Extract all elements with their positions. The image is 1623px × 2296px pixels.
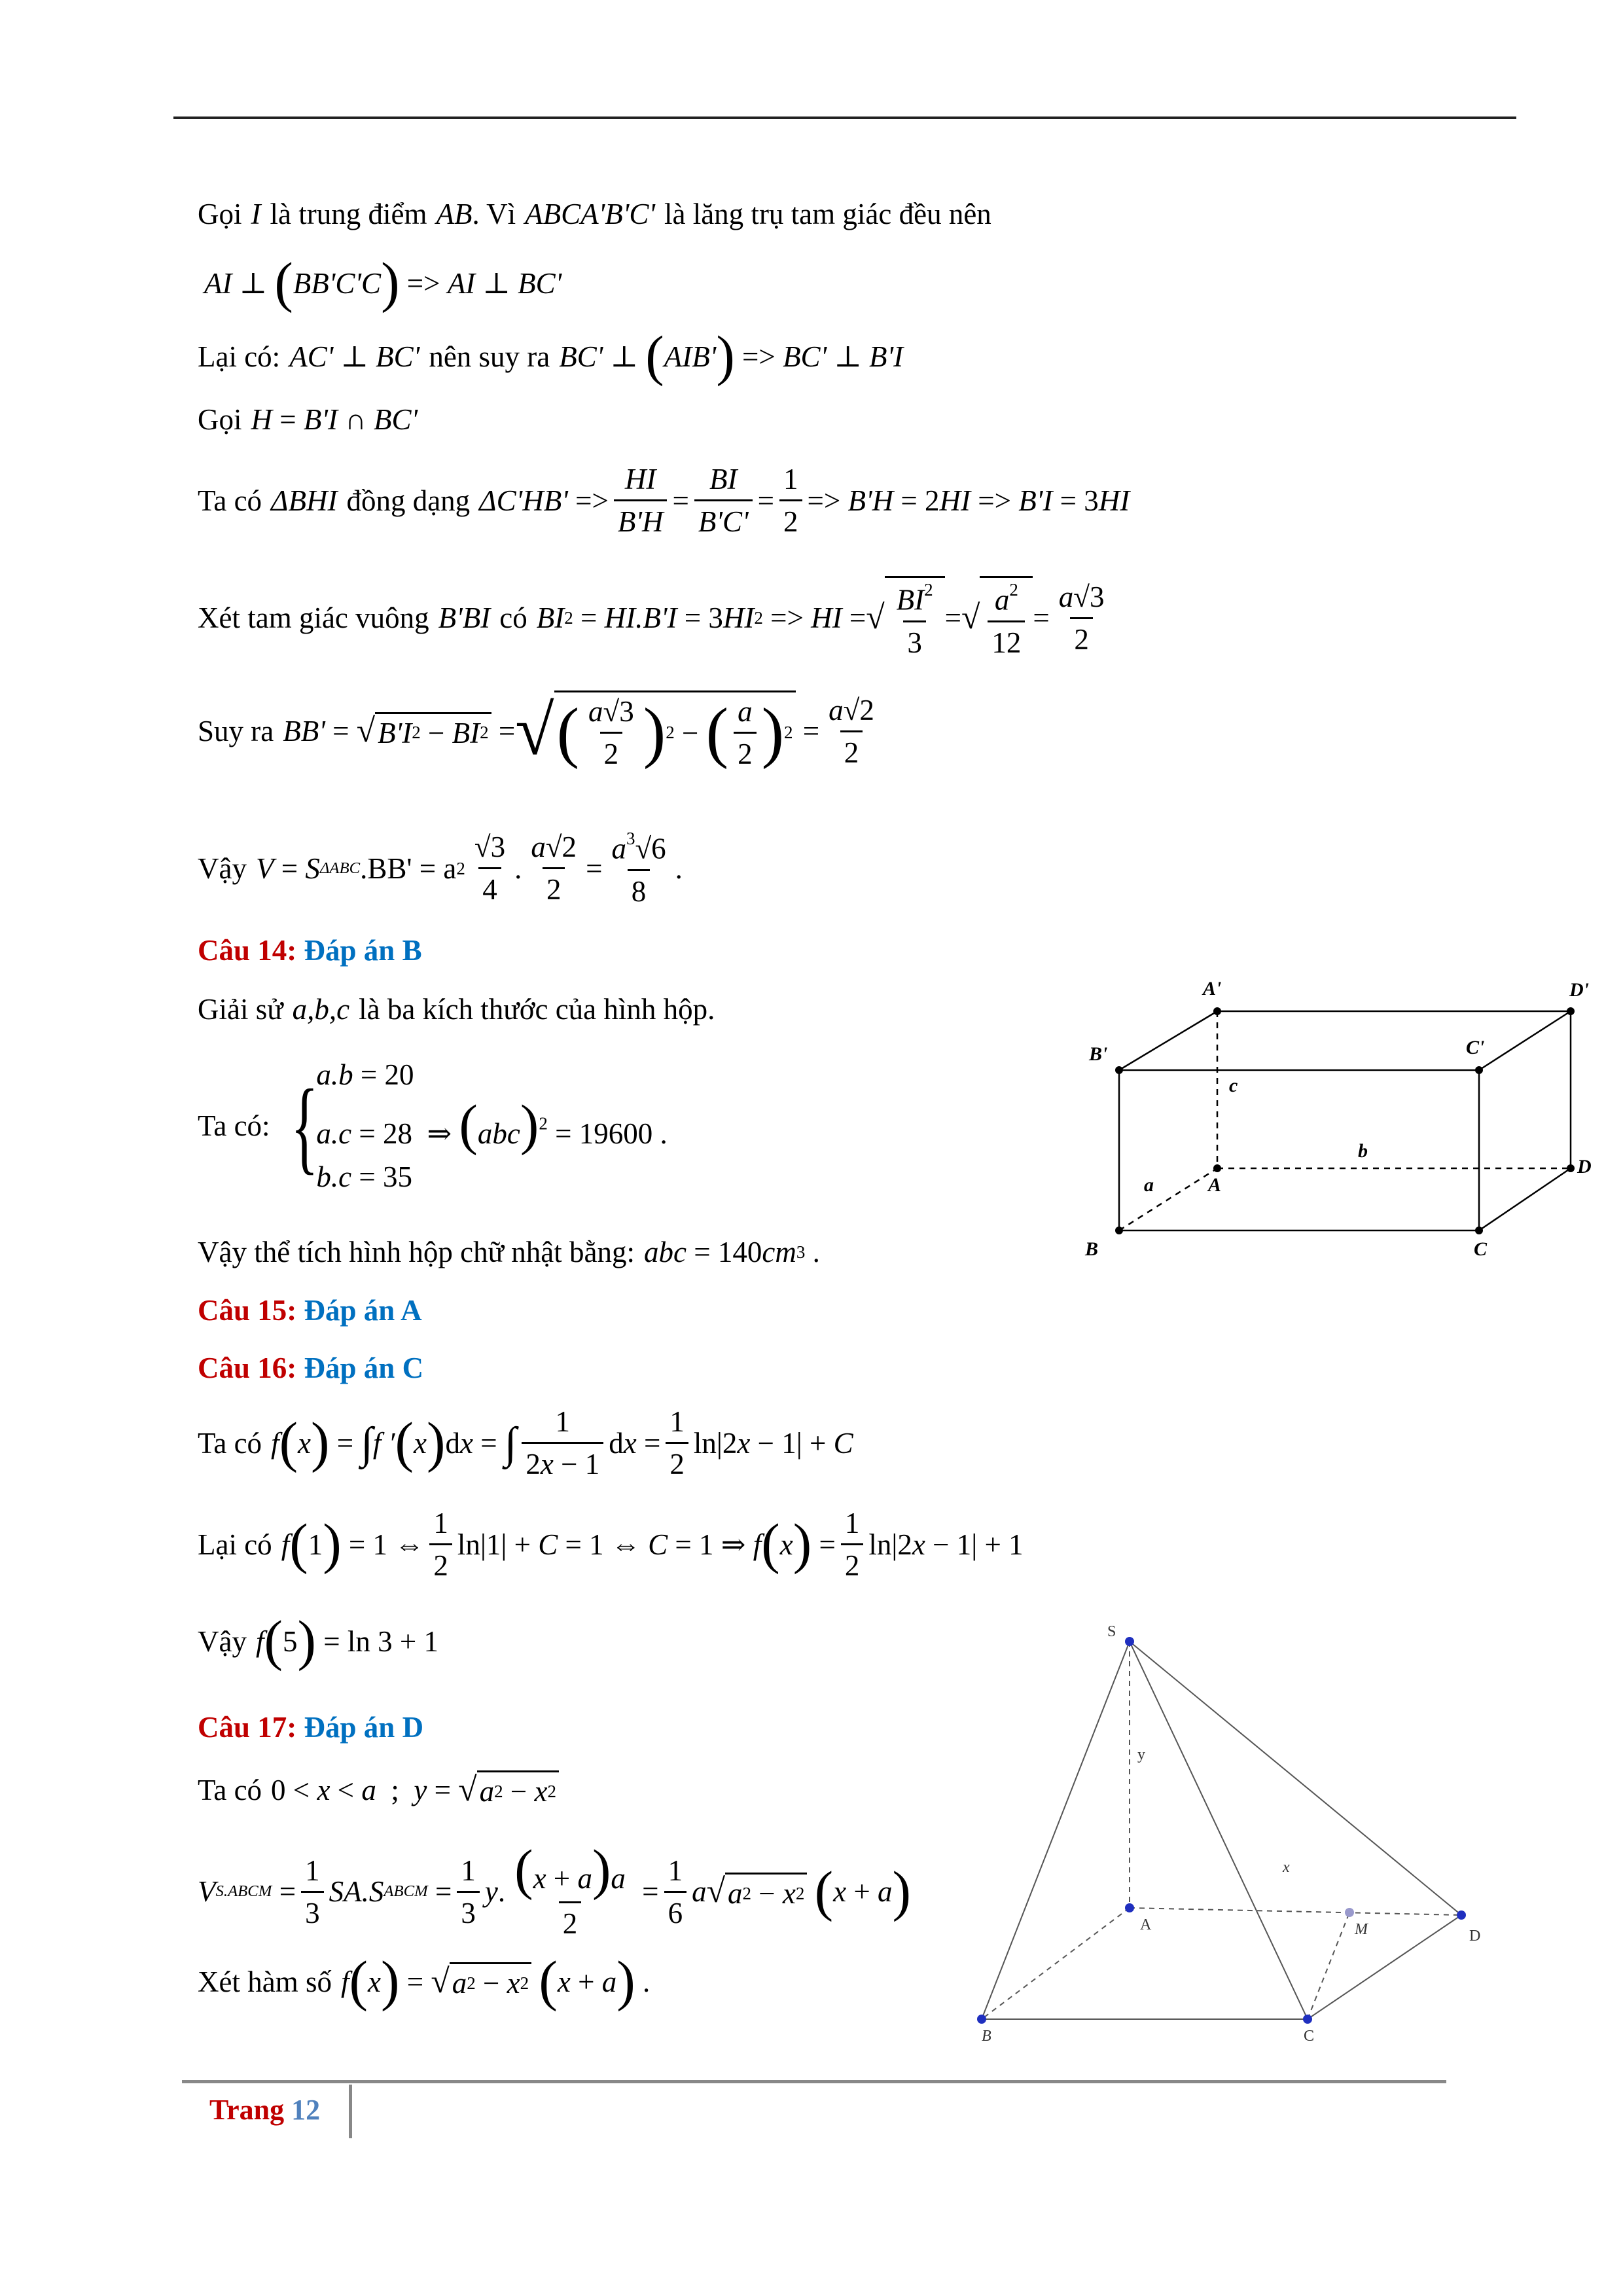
label-b: b — [1358, 1140, 1368, 1162]
vertex-dot — [1567, 1164, 1575, 1172]
text: Gọi — [198, 198, 242, 230]
question-15-heading — [198, 1293, 422, 1328]
vertex-dot — [1475, 1066, 1483, 1074]
label-D: D — [1577, 1156, 1592, 1177]
point-M — [1345, 1908, 1354, 1917]
vertex-dot — [977, 2015, 986, 2024]
answer-label: Đáp án B — [304, 934, 422, 967]
text-line-3: Lại có: AC' ⊥ BC' nên suy ra BC' ⊥ ( AIB' ) => BC' ⊥ B'I — [198, 325, 904, 387]
pyramid-figure — [969, 1617, 1505, 2062]
text: là ba kích thước của hình hộp. — [359, 993, 715, 1026]
label-B: B — [1085, 1238, 1099, 1260]
text: Vậy — [198, 1624, 247, 1658]
answer-label: Đáp án A — [304, 1294, 422, 1327]
label-A-prime: A' — [1203, 978, 1222, 999]
answer-label: Đáp án C — [304, 1352, 424, 1384]
vertex-dot — [1213, 1007, 1221, 1015]
text: Vậy thể tích hình hộp chữ nhật bằng: — [198, 1236, 635, 1268]
label-A: A — [1208, 1174, 1222, 1196]
text: Gọi — [198, 403, 242, 436]
text: là lăng trụ tam giác đều nên — [664, 198, 991, 230]
label-C-prime: C' — [1466, 1037, 1485, 1058]
text: Ta có — [198, 1773, 262, 1806]
text: có — [499, 601, 527, 635]
label-a: a — [1144, 1174, 1154, 1196]
answer-label: Đáp án D — [304, 1711, 424, 1744]
label-S: S — [1107, 1623, 1116, 1640]
label-B: B — [982, 2028, 991, 2045]
vertex-dot — [1457, 1910, 1466, 1920]
label-M: M — [1355, 1921, 1368, 1938]
label-y: y — [1137, 1746, 1145, 1763]
question-number: Câu 16: — [198, 1352, 297, 1384]
text: . Vì — [472, 198, 516, 230]
label-c: c — [1229, 1075, 1238, 1096]
page-number: 12 — [291, 2094, 321, 2126]
top-rule — [173, 117, 1516, 119]
text-line-4: Gọi H = B'I ∩ BC' — [198, 403, 418, 436]
text: đồng dạng — [346, 484, 471, 517]
question-number: Câu 14: — [198, 934, 297, 967]
text: Lại có: — [198, 340, 281, 373]
question-14-heading — [198, 933, 422, 968]
footer-separator — [349, 2085, 352, 2138]
vertex-dot — [1475, 1227, 1483, 1234]
q17-line-2: V S.ABCM = $\frac{1}{3}$ SA.S ABCM = $\frac{1}{3}$ y . $\frac{(x + a)a}{2}$ = $\frac{1}{6}$ a √ a 2 − x 2 ( x + a ) — [198, 1839, 911, 1940]
text-line-1: Gọi I là trung điểm AB . Vì ABCA'B'C' là lăng trụ tam giác đều nên — [198, 198, 991, 230]
question-16-heading — [198, 1350, 423, 1386]
page-footer — [209, 2093, 320, 2126]
rectangular-box-figure — [1060, 975, 1597, 1263]
footer-rule — [182, 2080, 1446, 2083]
text-line-6: Xét tam giác vuông B'BI có BI 2 = HI.B'I = 3 HI 2 => HI = √ $\frac{BI^2}{3}$ = √ $\frac{a^2}{12}$ = $\frac{a√3}{2}$ — [198, 576, 1114, 660]
q16-line-2: Lại có f ( 1 ) = 1 ⇔ $\frac{1}{2}$ ln|1| + C = 1 ⇔ C = 1 ⇒ f ( x ) = $\frac{1}{2}$ ln|2 x − 1| + 1 — [198, 1507, 1024, 1582]
question-17-heading — [198, 1710, 423, 1745]
vertex-dot — [1125, 1903, 1134, 1912]
q17-line-1: Ta có 0 < x < a ; y = √ a 2 − x 2 — [198, 1770, 559, 1809]
q14-line-1: Giải sử a,b,c là ba kích thước của hình hộp. — [198, 993, 715, 1026]
text: Lại có — [198, 1528, 272, 1561]
q14-line-2: Ta có: { a.b = 20 a.c = 28 ⇒ (abc)$^2$ = 19600 . b.c = 35 — [198, 1058, 668, 1193]
text: Ta có — [198, 484, 262, 517]
vertex-dot — [1213, 1164, 1221, 1172]
label-C: C — [1304, 2028, 1315, 2045]
q16-line-1: Ta có f ( x ) = ∫ f ′ ( x ) d x = ∫ $\frac{1}{2x - 1}$ d x = $\frac{1}{2}$ ln|2 x − 1| + C — [198, 1405, 853, 1480]
q16-line-3: Vậy f ( 5 ) = ln 3 + 1 — [198, 1610, 438, 1672]
question-number: Câu 17: — [198, 1711, 297, 1744]
label-C: C — [1474, 1238, 1488, 1260]
text: Suy ra — [198, 715, 274, 747]
vertex-dot — [1115, 1066, 1123, 1074]
text-line-5: Ta có ΔBHI đồng dạng ΔC'HB' => $\frac{HI}{B'H}$ = $\frac{BI}{B'C'}$ = $\frac{1}{2}$ => B'H = 2 HI => B'I = 3 HI — [198, 463, 1130, 538]
text: là trung điểm — [270, 198, 427, 230]
label-B-prime: B' — [1089, 1043, 1108, 1065]
vertex-dot — [1115, 1227, 1123, 1234]
vertex-dot — [1303, 2015, 1312, 2024]
q14-line-3: Vậy thể tích hình hộp chữ nhật bằng: abc = 140 cm 3 . — [198, 1236, 820, 1268]
label-D: D — [1469, 1928, 1481, 1945]
label-x: x — [1283, 1859, 1290, 1876]
text: Ta có — [198, 1426, 262, 1460]
question-number: Câu 15: — [198, 1294, 297, 1327]
text: Ta có: — [198, 1109, 270, 1142]
vertex-dot — [1567, 1007, 1575, 1015]
text-line-8: Vậy V = S ΔABC .BB' = a 2 $\frac{√3}{4}$ . $\frac{a√2}{2}$ = $\frac{a^3√6}{8}$ . — [198, 829, 683, 908]
text: Giải sử — [198, 993, 283, 1026]
text: Xét hàm số — [198, 1965, 332, 1998]
label-D-prime: D' — [1569, 979, 1589, 1001]
q17-line-3: Xét hàm số f ( x ) = √ a 2 − x 2 ( x + a ) . — [198, 1950, 651, 2012]
formula-line-2: AI ⊥ ( BB'C'C ) => AI ⊥ BC' — [204, 252, 562, 314]
text: Vậy — [198, 852, 247, 885]
label-A: A — [1140, 1916, 1152, 1933]
text: Xét tam giác vuông — [198, 601, 429, 635]
text-line-7: Suy ra BB' = √ B'I 2 − BI 2 = √ ( $\frac{a√3}{2}$ ) 2 − ( $\frac{a}{2}$ ) 2 = $\frac{a√2}{2}$ — [198, 692, 874, 770]
vertex-dot — [1125, 1637, 1134, 1646]
text: nên suy ra — [429, 340, 550, 373]
footer-label: Trang — [209, 2094, 285, 2126]
